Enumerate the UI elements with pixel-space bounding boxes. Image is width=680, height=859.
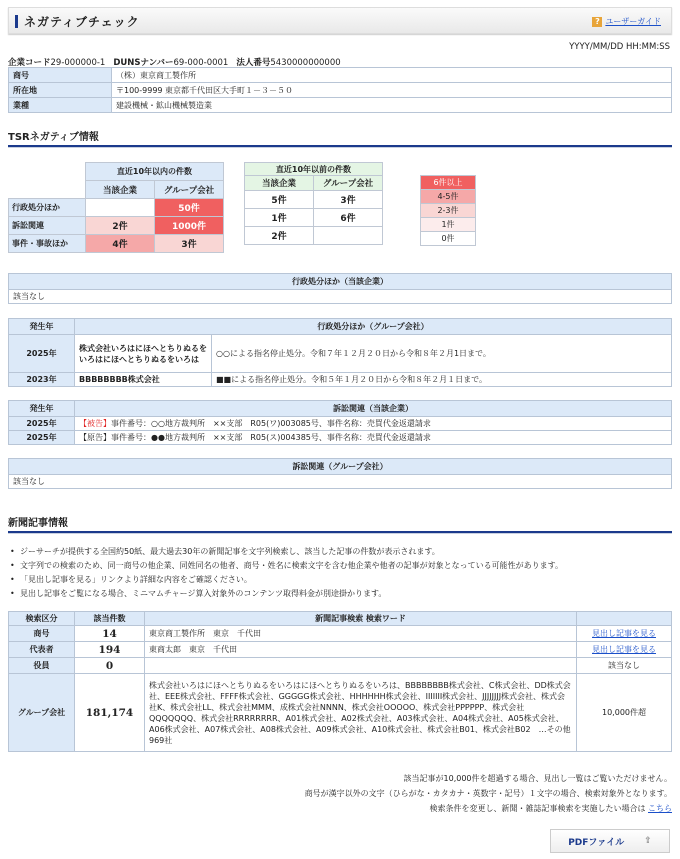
admin-self-table: [8, 273, 672, 304]
company-code-label: 企業コード: [8, 58, 51, 68]
info-label: 業種: [9, 98, 112, 113]
detail-text: 事件番号：●●地方裁判所 ××支部 R05(ス)004385号、事件名称：売買代金返還請求: [111, 433, 431, 442]
result-cell: 該当なし: [577, 658, 672, 674]
keyword-cell: 東商太郎 東京 千代田: [145, 642, 577, 658]
role-tag: 【原告】: [79, 433, 111, 442]
count-cell: 4件: [86, 235, 155, 253]
category-cell: グループ会社: [9, 674, 75, 752]
view-headlines-link[interactable]: 見出し記事を見る: [592, 629, 656, 638]
col-header: 新聞記事検索 検索ワード: [145, 612, 577, 626]
info-value: 建設機械・鉱山機械製造業: [112, 98, 672, 113]
footnote: 該当記事が10,000件を超過する場合、見出し一覧はご覧いただけません。: [403, 774, 672, 783]
col-self: 当該企業: [86, 181, 155, 199]
recent-header: 直近10年以内の件数: [86, 163, 224, 181]
row-label: 訴訟関連: [9, 217, 86, 235]
info-value: 〒100-9999 東京都千代田区大手町１－３－５０: [112, 83, 672, 98]
keyword-cell: [145, 658, 577, 674]
here-link[interactable]: こちら: [648, 804, 672, 813]
count-cell: [314, 227, 383, 245]
old-header: 直近10年以前の件数: [245, 163, 383, 176]
col-header: [577, 612, 672, 626]
keyword-cell: 株式会社いろはにほへとちりぬるをいろはにほへとちりぬるをいろは、BBBBBBBB株式会社、C株式会社、DD株式会社、EEE株式会社、FFFF株式会社、GGGGG株式会社、HHHHHH株式会社、IIIIIII株式会社、JJJJJJJJ株式会社、株式会社K、株式会社LL、株式会社MMM、成株式会社NNNN、株式会社OOOOO、株式会社PPPPPP、株式会社QQQQQQQ、株式会社RRRRRRRR、A01株式会社、A02株式会社、A03株式会社、A04株式会社、A05株式会社、A06株式会社、A07株式会社、A08株式会社、A09株式会社、A10株式会社、株式会社B01、株式会社B02 …その他969社: [145, 674, 577, 752]
news-search-table: [8, 611, 672, 752]
col-group: グループ会社: [155, 181, 224, 199]
count-cell: 6件: [314, 209, 383, 227]
info-label: 所在地: [9, 83, 112, 98]
footnotes: [305, 771, 672, 816]
user-guide-link[interactable]: [592, 16, 661, 27]
timestamp: YYYY/MM/DD HH:MM:SS: [569, 42, 670, 52]
table-value: 該当なし: [9, 290, 672, 304]
detail-cell: [75, 417, 672, 431]
year-header: 発生年: [9, 401, 75, 417]
header-accent-bar: [15, 15, 18, 28]
company-code: 29-000000-1: [50, 58, 106, 68]
year-cell: 2025年: [9, 417, 75, 431]
legend-item: 0件: [421, 232, 476, 246]
view-headlines-link[interactable]: 見出し記事を見る: [592, 645, 656, 654]
user-guide-label[interactable]: ユーザーガイド: [605, 17, 661, 26]
count-cell: 50件: [155, 199, 224, 217]
count-cell: [86, 199, 155, 217]
note-item: • 文字列での検索のため、同一商号の他企業、同姓同名の他者、商号・姓名に検索文字を含む他企業や他者の記事が対象となっている可能性があります。: [10, 559, 563, 573]
corp-number-label: 法人番号: [236, 58, 271, 68]
page-title: ネガティブチェック: [24, 15, 140, 29]
col-group: グループ会社: [314, 176, 383, 191]
detail-cell: [75, 431, 672, 445]
pdf-download-button[interactable]: [550, 829, 670, 853]
category-cell: 役員: [9, 658, 75, 674]
news-section-title: 新聞記事情報: [8, 518, 68, 529]
result-cell: 10,000件超: [577, 674, 672, 752]
note-item: • 見出し記事をご覧になる場合、ミニマムチャージ算入対象外のコンテンツ取得料金が別途掛かります。: [10, 587, 563, 601]
row-label: 行政処分ほか: [9, 199, 86, 217]
table-value: 該当なし: [9, 475, 672, 489]
table-title: 訴訟関連（グループ会社）: [9, 459, 672, 475]
count-cell: 1000件: [155, 217, 224, 235]
tsr-section-title: TSRネガティブ情報: [8, 132, 99, 143]
count-cell: 194: [75, 642, 145, 658]
table-title: 行政処分ほか（当該企業）: [9, 274, 672, 290]
duns-number: 69-000-0001: [173, 58, 229, 68]
legend-item: 2-3件: [421, 204, 476, 218]
info-value: （株）東京商工製作所: [112, 68, 672, 83]
year-cell: 2023年: [9, 373, 75, 387]
col-header: 検索区分: [9, 612, 75, 626]
footnote: 検索条件を変更し、新聞・雑誌記事検索を実施したい場合は: [429, 804, 648, 813]
count-cell: 3件: [314, 191, 383, 209]
note-item: • ジーサーチが提供する全国約50紙、最大過去30年の新聞記事を文字列検索し、該当した記事の件数が表示されます。: [10, 545, 563, 559]
page-header: [8, 7, 672, 34]
color-legend: [420, 175, 476, 246]
year-cell: 2025年: [9, 335, 75, 373]
lawsuit-group-table: [8, 458, 672, 489]
col-self: 当該企業: [245, 176, 314, 191]
count-cell: 2件: [245, 227, 314, 245]
table-title: 訴訟関連（当該企業）: [75, 401, 672, 417]
older-count-table: [244, 162, 383, 245]
count-cell: 3件: [155, 235, 224, 253]
note-item: • 「見出し記事を見る」リンクより詳細な内容をご確認ください。: [10, 573, 563, 587]
count-cell: 14: [75, 626, 145, 642]
footnote: 商号が漢字以外の文字（ひらがな・カタカナ・英数字・記号）１文字の場合、検索対象外となります。: [304, 789, 672, 798]
legend-item: 1件: [421, 218, 476, 232]
company-cell: BBBBBBBB株式会社: [75, 373, 212, 387]
year-cell: 2025年: [9, 431, 75, 445]
download-icon: ⇪: [644, 836, 652, 846]
news-notes: [10, 545, 563, 601]
corp-number: 5430000000000: [270, 58, 341, 68]
count-cell: 2件: [86, 217, 155, 235]
detail-text: 事件番号：○○地方裁判所 ××支部 R05(ワ)003085号、事件名称：売買代金返還請求: [111, 419, 431, 428]
count-cell: 181,174: [75, 674, 145, 752]
section-divider: [8, 145, 672, 148]
count-cell: 1件: [245, 209, 314, 227]
section-divider: [8, 531, 672, 534]
recent-count-table: [8, 162, 224, 253]
row-label: 事件・事故ほか: [9, 235, 86, 253]
info-label: 商号: [9, 68, 112, 83]
legend-item: 4-5件: [421, 190, 476, 204]
category-cell: 商号: [9, 626, 75, 642]
company-info-table: [8, 67, 672, 113]
legend-item: 6件以上: [421, 176, 476, 190]
help-icon: ?: [592, 17, 602, 27]
category-cell: 代表者: [9, 642, 75, 658]
role-tag: 【被告】: [79, 419, 111, 428]
col-header: 該当件数: [75, 612, 145, 626]
pdf-label: PDFファイル: [568, 837, 625, 848]
year-header: 発生年: [9, 319, 75, 335]
table-title: 行政処分ほか（グループ会社）: [75, 319, 672, 335]
duns-label: DUNSナンバー: [113, 58, 174, 68]
keyword-cell: 東京商工製作所 東京 千代田: [145, 626, 577, 642]
detail-cell: ■■による指名停止処分。令和５年１月２０日から令和８年２月１日まで。: [212, 373, 672, 387]
count-cell: 5件: [245, 191, 314, 209]
detail-cell: ○○による指名停止処分。令和７年１２月２０日から令和８年２月1日まで。: [212, 335, 672, 373]
company-cell: 株式会社いろはにほへとちりぬるをいろはにほへとちりぬるをいろは: [75, 335, 212, 373]
count-cell: 0: [75, 658, 145, 674]
admin-group-table: [8, 318, 672, 387]
lawsuit-self-table: [8, 400, 672, 445]
